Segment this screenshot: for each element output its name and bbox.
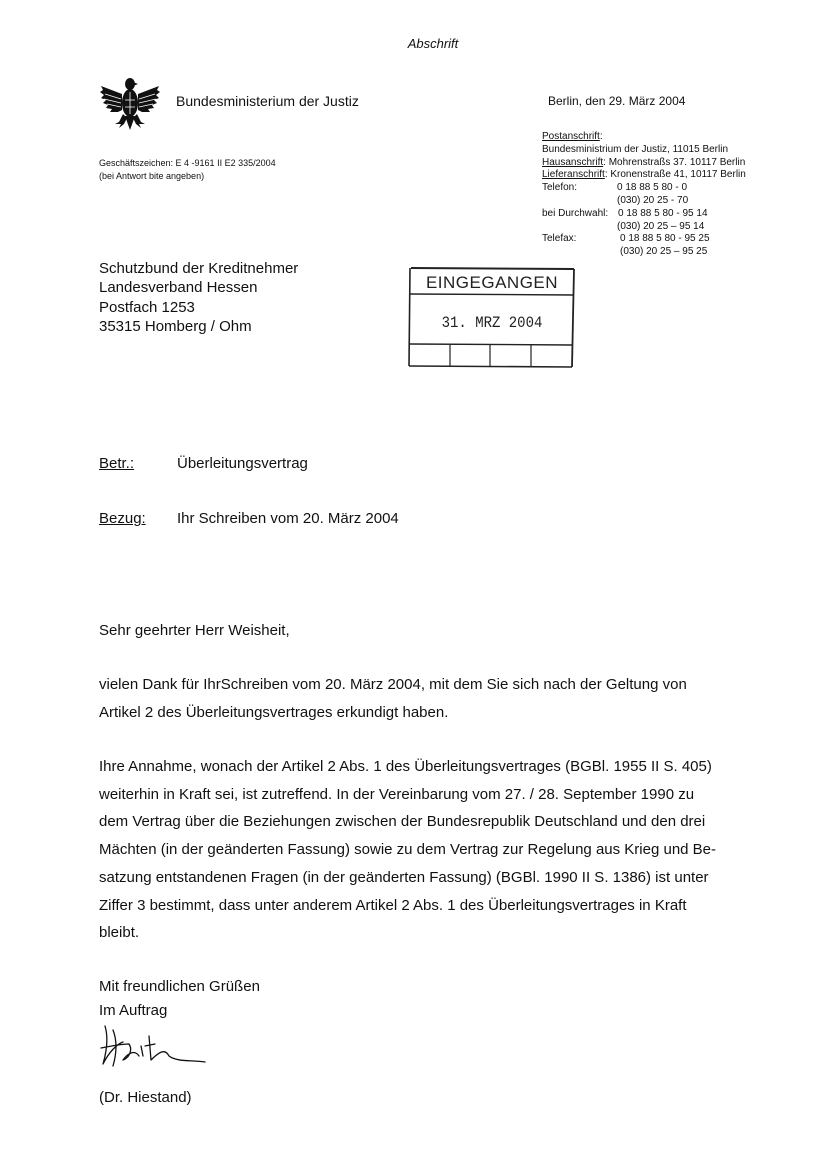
stamp-title: EINGEGANGEN [425, 273, 559, 292]
handwritten-signature [99, 1022, 211, 1072]
reference-label: Bezug: [99, 510, 146, 527]
phone-number-1: 0 18 88 5 80 - 0 [617, 182, 688, 194]
subject-value: Überleitungsvertrag [177, 455, 308, 472]
direct-dial-label: bei Durchwahl: [542, 207, 609, 219]
place-date: Berlin, den 29. März 2004 [548, 94, 686, 108]
phone-number-2: (030) 20 25 - 70 [617, 194, 689, 206]
received-stamp [406, 266, 576, 372]
closing-on-behalf: Im Auftrag [99, 1001, 168, 1019]
recipient-line: 35315 Homberg / Ohm [99, 317, 252, 335]
direct-dial-2: (030) 20 25 – 95 14 [617, 220, 705, 232]
recipient-line: Postfach 1253 [99, 298, 195, 316]
text-line: Artikel 2 des Überleitungsvertrages erkundigt haben. [99, 703, 449, 721]
recipient-line: Schutzbund der Kreditnehmer [99, 260, 299, 277]
text-line: dem Vertrag über die Beziehungen zwischen der Bundesrepublik Deutschland und den drei [99, 813, 706, 831]
text-line: vielen Dank für IhrSchreiben vom 20. März 2004, mit dem Sie sich nach der Geltung von [99, 676, 687, 693]
text-line: Ziffer 3 bestimmt, dass unter anderem Artikel 2 Abs. 1 des Überleitungsvertrages in Kraft [99, 896, 687, 914]
text-line: weiterhin in Kraft sei, ist zutreffend. In der Vereinbarung vom 27. / 28. September 1990 zu [99, 785, 695, 803]
reference-value: Ihr Schreiben vom 20. März 2004 [177, 510, 399, 527]
postal-value: Bundesministrium der Justiz, 11015 Berlin [542, 143, 729, 155]
subject-label: Betr.: [99, 455, 135, 472]
delivery-label: Lieferanschrift [542, 169, 605, 181]
paragraph-2 [99, 753, 763, 947]
direct-dial-1: 0 18 88 5 80 - 95 14 [618, 207, 708, 219]
paragraph-1 [99, 671, 763, 726]
salutation: Sehr geehrter Herr Weisheit, [99, 622, 290, 639]
recipient-line: Landesverband Hessen [99, 279, 258, 297]
ministry-name: Bundesministerium der Justiz [176, 93, 359, 109]
house-label: Hausanschrift [542, 156, 604, 168]
subject-row [99, 455, 308, 472]
text-line: bleibt. [99, 924, 140, 942]
reference-block [99, 157, 276, 183]
fax-number-1: 0 18 88 5 80 - 95 25 [620, 233, 710, 245]
text-line: satzung entstandenen Fragen (in der geänderten Fassung) (BGBl. 1990 II S. 1386) ist unter [99, 868, 709, 886]
postal-label: Postanschrift [542, 131, 600, 142]
signer-name: (Dr. Hiestand) [99, 1089, 192, 1106]
text-line: Mächten (in der geänderten Fassung) sowie zu dem Vertrag zur Regelung aus Krieg und Be- [99, 841, 717, 859]
phone-label: Telefon: [542, 182, 578, 194]
recipient-address [99, 259, 298, 336]
reference-hint: (bei Antwort bite angeben) [99, 171, 205, 181]
fax-label: Telefax: [542, 233, 577, 245]
copy-note: Abschrift [407, 36, 459, 51]
stamp-date: 31. MRZ 2004 [441, 313, 543, 333]
reference-row [99, 510, 399, 527]
federal-eagle-logo [99, 72, 161, 132]
reference-number: Geschäftszeichen: E 4 -9161 II E2 335/2004 [99, 158, 276, 168]
fax-number-2: (030) 20 25 – 95 25 [620, 246, 708, 258]
house-value: Mohrenstraßs 37. 10117 Berlin [608, 156, 746, 168]
text-line: Ihre Annahme, wonach der Artikel 2 Abs. 1 des Überleitungsvertrages (BGBl. 1955 II S. 405) [99, 758, 712, 775]
contact-block: Postanschrift: Bundesministrium der Justiz, 11015 Berlin Hausanschrift: Mohrenstraßs 37. 10117 Berlin Lieferanschrift: Kronenstraße 41, 10117 Berlin Telefon: 0 18 88 5 80 - 0 (030) 20 25 - 70 bei Durchwahl: 0 18 88 5 80 - 95 14 (030) 20 25 – 95 14 Telefax: 0 18 88 5 80 - 95 25 (030) 20 25 – 95 25 [542, 131, 746, 258]
closing-greeting: Mit freundlichen Grüßen [99, 978, 260, 995]
delivery-value: Kronenstraße 41, 10117 Berlin [610, 169, 746, 181]
closing [99, 975, 260, 1022]
